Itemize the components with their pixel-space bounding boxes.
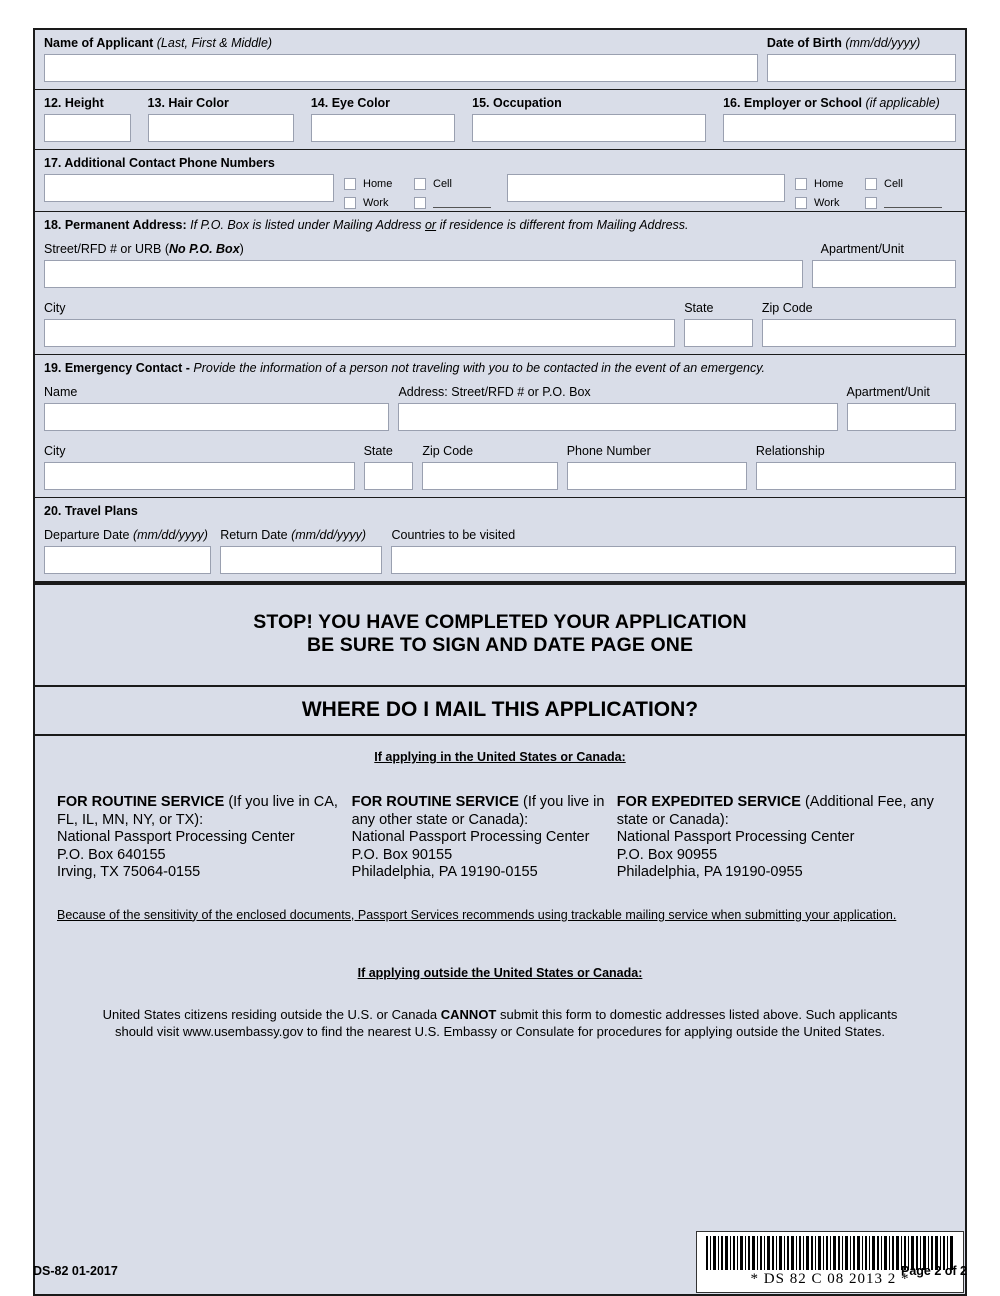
occupation-group xyxy=(463,90,714,149)
footer-page-number: Page 2 of 2 xyxy=(901,1264,967,1278)
phone-1-other-line[interactable] xyxy=(433,198,491,208)
name-applicant-group xyxy=(35,30,767,89)
employer-school-hint: (if applicable) xyxy=(865,96,940,110)
emergency-relationship-label: Relationship xyxy=(755,444,825,458)
eye-color-label: 14. Eye Color xyxy=(310,96,391,110)
mail-column-routine-west xyxy=(57,794,352,882)
mail-body xyxy=(33,736,967,1296)
mail-col1-title: FOR ROUTINE SERVICE xyxy=(57,794,225,810)
occupation-input[interactable] xyxy=(472,114,706,142)
date-of-birth-hint: (mm/dd/yyyy) xyxy=(845,36,921,50)
mail-banner xyxy=(33,687,967,736)
permanent-zip-input[interactable] xyxy=(762,319,956,347)
date-of-birth-input[interactable] xyxy=(767,54,956,82)
travel-plans-label: 20. Travel Plans xyxy=(44,504,138,518)
employer-school-group xyxy=(714,90,965,149)
emergency-phone-input[interactable] xyxy=(567,462,747,490)
emergency-contact-label: 19. Emergency Contact - xyxy=(44,361,190,375)
mail-banner-title: WHERE DO I MAIL THIS APPLICATION? xyxy=(301,698,699,721)
permanent-zip-label: Zip Code xyxy=(761,301,813,315)
section-emergency-contact xyxy=(33,355,967,498)
footer-form-id: DS-82 01-2017 xyxy=(33,1264,118,1278)
emergency-state-label: State xyxy=(363,444,393,458)
mail-columns xyxy=(35,764,965,882)
stop-banner-line2: BE SURE TO SIGN AND DATE PAGE ONE xyxy=(306,634,694,656)
occupation-label: 15. Occupation xyxy=(472,96,562,110)
emergency-phone-label: Phone Number xyxy=(566,444,651,458)
mail-column-routine-other xyxy=(352,794,617,882)
hair-color-input[interactable] xyxy=(148,114,294,142)
mail-col2-line2: P.O. Box 90155 xyxy=(351,846,453,863)
mail-heading-inside: If applying in the United States or Canada: xyxy=(374,750,626,764)
mail-col3-qualifier: (Additional Fee, any state or Canada): xyxy=(616,794,934,828)
mail-col2-qualifier: (If you live in any other state or Canada): xyxy=(351,794,605,828)
phone-2-work-label: Work xyxy=(814,197,840,209)
permanent-city-input[interactable] xyxy=(44,319,675,347)
trackable-mail-note: Because of the sensitivity of the enclosed documents, Passport Services recommends using trackable mailing service when submitting your application. xyxy=(57,907,897,922)
emergency-address-label: Address: Street/RFD # or P.O. Box xyxy=(398,385,591,399)
mail-col3-line2: P.O. Box 90955 xyxy=(616,846,718,863)
hair-color-group xyxy=(139,90,302,149)
eye-color-input[interactable] xyxy=(311,114,455,142)
height-label: 12. Height xyxy=(44,96,104,110)
date-of-birth-label: Date of Birth xyxy=(766,36,842,50)
section-permanent-address xyxy=(33,212,967,355)
phone-1-home-checkbox[interactable] xyxy=(344,178,356,190)
emergency-apartment-input[interactable] xyxy=(847,403,956,431)
section-physical-occupation xyxy=(33,90,967,150)
section-travel-plans xyxy=(33,498,967,583)
additional-phones-label: 17. Additional Contact Phone Numbers xyxy=(44,156,275,170)
emergency-zip-input[interactable] xyxy=(422,462,557,490)
form-page xyxy=(33,28,967,1296)
section-additional-phones xyxy=(33,150,967,212)
emergency-address-input[interactable] xyxy=(398,403,837,431)
mail-col1-qualifier: (If you live in CA, FL, IL, MN, NY, or TX): xyxy=(57,794,338,828)
emergency-name-label: Name xyxy=(44,385,78,399)
countries-visited-label: Countries to be visited xyxy=(391,528,516,542)
phone-1-input[interactable] xyxy=(44,174,334,202)
permanent-apartment-input[interactable] xyxy=(812,260,956,288)
section-name-dob xyxy=(33,28,967,90)
page-footer xyxy=(33,1264,967,1278)
departure-date-input[interactable] xyxy=(44,546,211,574)
phone-1-work-checkbox[interactable] xyxy=(344,197,356,209)
mail-col1-line1: National Passport Processing Center xyxy=(57,829,295,845)
return-date-input[interactable] xyxy=(220,546,382,574)
permanent-address-hint: If P.O. Box is listed under Mailing Address or if residence is different from Mailing Address. xyxy=(190,218,689,232)
name-applicant-input[interactable] xyxy=(44,54,758,82)
permanent-state-input[interactable] xyxy=(684,319,753,347)
name-applicant-hint: (Last, First & Middle) xyxy=(156,36,273,50)
countries-visited-input[interactable] xyxy=(391,546,956,574)
permanent-street-input[interactable] xyxy=(44,260,803,288)
mail-heading-outside: If applying outside the United States or Canada: xyxy=(357,965,643,980)
phone-1-home-label: Home xyxy=(363,178,393,190)
emergency-zip-label: Zip Code xyxy=(422,444,474,458)
phone-2-cell-label: Cell xyxy=(884,178,903,190)
emergency-city-input[interactable] xyxy=(44,462,355,490)
emergency-apartment-label: Apartment/Unit xyxy=(846,385,930,399)
height-input[interactable] xyxy=(44,114,131,142)
mail-col3-title: FOR EXPEDITED SERVICE xyxy=(616,794,801,810)
employer-school-input[interactable] xyxy=(723,114,956,142)
outside-us-paragraph: United States citizens residing outside the U.S. or Canada CANNOT submit this form to domestic addresses listed above. Such applicants should visit www.usembassy.gov to find the nearest U.S. Embassy or Consulate for procedures for applying outside the United States. xyxy=(102,1006,898,1039)
phone-1-cell-label: Cell xyxy=(433,178,452,190)
mail-col1-line3: Irving, TX 75064-0155 xyxy=(57,864,201,880)
emergency-name-input[interactable] xyxy=(44,403,389,431)
phone-2-other-checkbox[interactable] xyxy=(865,197,877,209)
emergency-contact-hint: Provide the information of a person not traveling with you to be contacted in the event of an emergency. xyxy=(193,361,766,375)
name-applicant-label: Name of Applicant xyxy=(44,36,154,50)
emergency-relationship-input[interactable] xyxy=(756,462,956,490)
height-group xyxy=(35,90,139,149)
phone-2-home-label: Home xyxy=(814,178,844,190)
date-of-birth-group xyxy=(767,30,965,89)
barcode-block xyxy=(696,1231,964,1293)
phone-2-home-checkbox[interactable] xyxy=(795,178,807,190)
mail-column-expedited xyxy=(617,794,943,882)
mail-col3-line1: National Passport Processing Center xyxy=(616,829,855,845)
phone-1-other-checkbox[interactable] xyxy=(414,197,426,209)
departure-date-label: Departure Date (mm/dd/yyyy) xyxy=(44,528,208,542)
permanent-address-label: 18. Permanent Address: xyxy=(44,218,187,232)
phone-1-work-label: Work xyxy=(363,197,389,209)
permanent-street-label: Street/RFD # or URB (No P.O. Box) xyxy=(44,242,244,256)
stop-banner-line1: STOP! YOU HAVE COMPLETED YOUR APPLICATION xyxy=(253,611,747,633)
permanent-city-label: City xyxy=(44,301,66,315)
phone-1-cell-checkbox[interactable] xyxy=(414,178,426,190)
phone-1-type-group xyxy=(334,174,493,211)
phone-2-type-group xyxy=(785,174,944,211)
permanent-state-label: State xyxy=(684,301,714,315)
mail-col3-line3: Philadelphia, PA 19190-0955 xyxy=(616,864,803,880)
mail-col2-title: FOR ROUTINE SERVICE xyxy=(351,794,519,810)
phone-2-work-checkbox[interactable] xyxy=(795,197,807,209)
mail-col1-line2: P.O. Box 640155 xyxy=(57,846,166,863)
mail-col2-line3: Philadelphia, PA 19190-0155 xyxy=(351,864,538,880)
mail-col2-line1: National Passport Processing Center xyxy=(351,829,590,845)
phone-2-cell-checkbox[interactable] xyxy=(865,178,877,190)
phone-2-other-line[interactable] xyxy=(884,198,942,208)
emergency-city-label: City xyxy=(44,444,66,458)
emergency-state-input[interactable] xyxy=(364,462,414,490)
employer-school-label: 16. Employer or School xyxy=(723,96,863,110)
eye-color-group xyxy=(302,90,463,149)
permanent-apartment-label: Apartment/Unit xyxy=(820,242,905,256)
stop-banner xyxy=(33,583,967,687)
barcode-text: * DS 82 C 08 2013 2 * xyxy=(750,1271,910,1287)
phone-2-input[interactable] xyxy=(507,174,785,202)
hair-color-label: 13. Hair Color xyxy=(147,96,229,110)
return-date-label: Return Date (mm/dd/yyyy) xyxy=(220,528,367,542)
